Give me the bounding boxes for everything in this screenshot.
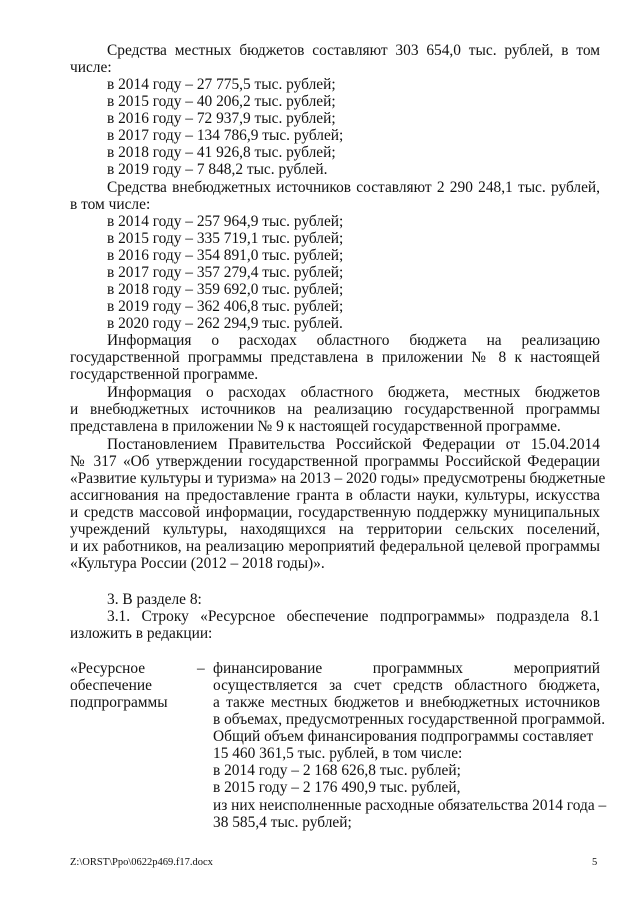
footer-page-number: 5 — [592, 857, 598, 868]
row-text-line: Общий объем финансирования подпрограммы составляет — [213, 728, 594, 745]
local-budget-item: в 2019 году – 7 848,2 тыс. рублей. — [107, 161, 328, 178]
extrabudget-item: в 2015 году – 335 719,1 тыс. рублей; — [107, 230, 344, 247]
local-budget-item: в 2017 году – 134 786,9 тыс. рублей; — [107, 127, 344, 144]
local-budget-item: в 2014 году – 27 775,5 тыс. рублей; — [107, 76, 336, 93]
resolution-line: «Культура России (2012 – 2018 годы)». — [70, 555, 325, 572]
row-text-line: 15 460 361,5 тыс. рублей, в том числе: — [213, 745, 463, 762]
row-text-line: из них неисполненные расходные обязательства 2014 года – — [213, 797, 607, 814]
extrabudget-intro-line2: в том числе: — [70, 196, 151, 213]
extrabudget-intro-line1: Средства внебюджетных источников составляют 2 290 248,1 тыс. рублей, — [107, 179, 600, 196]
resolution-line: учреждений культуры, находящихся на территории сельских поселений, — [70, 521, 600, 538]
extrabudget-item: в 2019 году – 362 406,8 тыс. рублей; — [107, 298, 344, 315]
local-budget-intro-line2: числе: — [70, 59, 112, 76]
row-text-line: осуществляется за счет средств областного бюджета, — [213, 677, 600, 694]
local-budget-item: в 2018 году – 41 926,8 тыс. рублей; — [107, 144, 336, 161]
resolution-line: и средств массовой информации, государственную поддержку муниципальных — [70, 504, 600, 521]
info-app9-line: представлена в приложении № 9 к настоящей государственной программе. — [70, 418, 561, 435]
resolution-line: и их работников, на реализацию мероприятий федеральной целевой программы — [70, 538, 600, 555]
row-text-line: 38 585,4 тыс. рублей; — [213, 814, 352, 831]
info-app8-line: Информация о расходах областного бюджета на реализацию — [107, 332, 600, 349]
footer-file-path: Z:\ORST\Ppo\0622p469.f17.docx — [70, 857, 213, 868]
row-text-line: а также местных бюджетов и внебюджетных источников — [213, 694, 600, 711]
resolution-line: Постановлением Правительства Российской Федерации от 15.04.2014 — [107, 436, 600, 453]
resolution-line: «Развитие культуры и туризма» на 2013 – 2020 годы» предусмотрены бюджетные — [70, 470, 606, 487]
clause-31-line: 3.1. Строку «Ресурсное обеспечение подпрограммы» подраздела 8.1 — [107, 608, 600, 625]
row-text-line: финансирование программных мероприятий — [213, 660, 600, 677]
info-app8-line: государственной программы представлена в приложении № 8 к настоящей — [70, 349, 600, 366]
resolution-line: № 317 «Об утверждении государственной программы Российской Федерации — [70, 453, 600, 470]
row-dash: – — [197, 660, 205, 677]
extrabudget-item: в 2017 году – 357 279,4 тыс. рублей; — [107, 264, 344, 281]
row-label-line: обеспечение — [70, 677, 152, 694]
section-heading: 3. В разделе 8: — [107, 591, 202, 608]
resolution-line: ассигнования на предоставление гранта в области науки, культуры, искусства — [70, 487, 600, 504]
local-budget-item: в 2016 году – 72 937,9 тыс. рублей; — [107, 110, 336, 127]
row-text-line: в объемах, предусмотренных государственной программой. — [213, 711, 606, 728]
clause-31-line: изложить в редакции: — [70, 625, 213, 642]
local-budget-intro-line1: Средства местных бюджетов составляют 303 654,0 тыс. рублей, в том — [107, 42, 600, 59]
row-text-line: в 2014 году – 2 168 626,8 тыс. рублей; — [213, 762, 461, 779]
extrabudget-item: в 2018 году – 359 692,0 тыс. рублей; — [107, 281, 344, 298]
row-label-line: «Ресурсное — [70, 660, 146, 677]
extrabudget-item: в 2014 году – 257 964,9 тыс. рублей; — [107, 213, 344, 230]
extrabudget-item: в 2016 году – 354 891,0 тыс. рублей; — [107, 247, 344, 264]
info-app9-line: и внебюджетных источников на реализацию государственной программы — [70, 401, 600, 418]
local-budget-item: в 2015 году – 40 206,2 тыс. рублей; — [107, 93, 336, 110]
extrabudget-item: в 2020 году – 262 294,9 тыс. рублей. — [107, 315, 343, 332]
row-text-line: в 2015 году – 2 176 490,9 тыс. рублей, — [213, 779, 461, 796]
row-label-line: подпрограммы — [70, 694, 168, 711]
info-app9-line: Информация о расходах областного бюджета, местных бюджетов — [107, 384, 600, 401]
info-app8-line: государственной программе. — [70, 366, 259, 383]
